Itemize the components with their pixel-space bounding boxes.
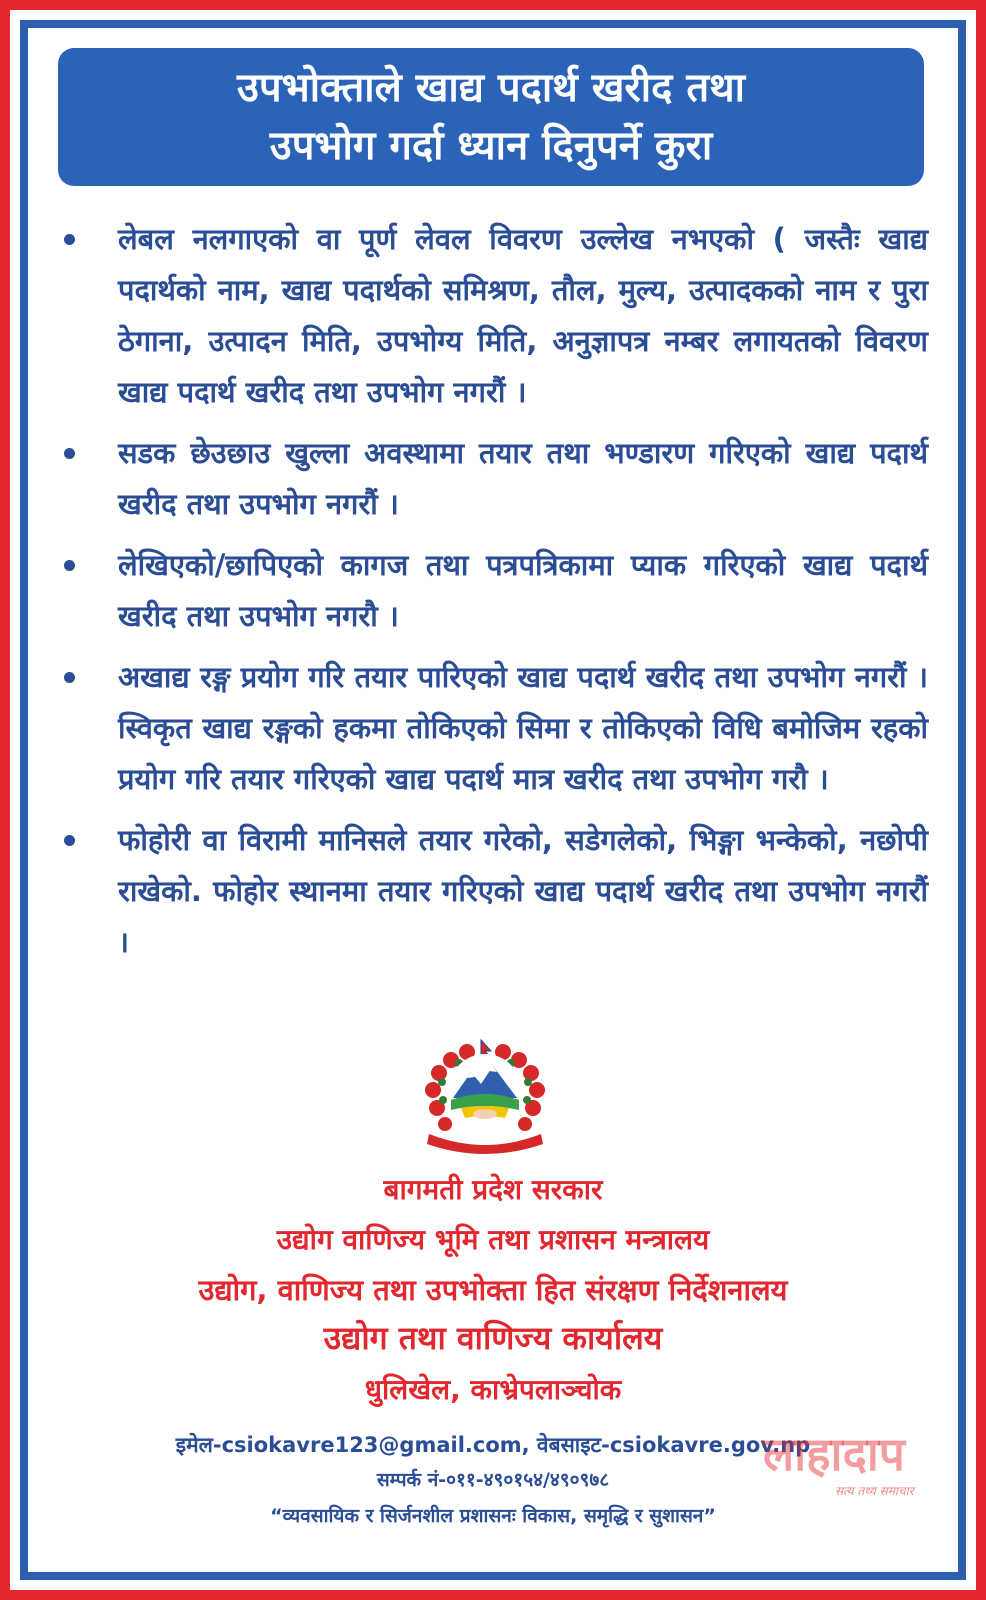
bullet-icon	[64, 560, 75, 571]
slogan: “व्यवसायिक र सिर्जनशील प्रशासनः विकास, समृद्धि र सुशासन”	[270, 1505, 716, 1527]
advice-item-text: लेबल नलगाएको वा पूर्ण लेवल विवरण उल्लेख नभएको ( जस्तैः खाद्य पदार्थको नाम, खाद्य पदार्थको समिश्रण, तौल, मुल्य, उत्पादकको नाम र पुरा ठेगाना, उत्पादन मिति, उपभोग्य मिति, अनुज्ञापत्र नम्बर लगायतको विवरण खाद्य पदार्थ खरीद तथा उपभोग नगरौं ।	[118, 222, 928, 409]
advice-item-text: लेखिएको/छापिएको कागज तथा पत्रपत्रिकामा प्याक गरिएको खाद्य पदार्थ खरीद तथा उपभोग नगरौ ।	[118, 548, 928, 633]
advice-item	[58, 652, 928, 805]
watermark-brand: लाहादाप	[763, 1427, 905, 1481]
advice-item-text: फोहोरी वा विरामी मानिसले तयार गरेको, सडेगलेको, भिङ्गा भन्केको, नछोपी राखेको. फोहोर स्थानमा तयार गरिएको खाद्य पदार्थ खरीद तथा उपभोग नगरौं ।	[118, 823, 928, 959]
org-office: उद्योग तथा वाणिज्य कार्यालय	[323, 1319, 663, 1357]
org-directorate: उद्योग, वाणिज्य तथा उपभोक्ता हित संरक्षण निर्देशनालय	[198, 1273, 788, 1307]
bullet-icon	[64, 234, 75, 245]
notice-title-line-2: उपभोग गर्दा ध्यान दिनुपर्ने कुरा	[269, 123, 713, 169]
bullet-icon	[64, 835, 75, 846]
advice-list	[58, 214, 928, 978]
bullet-icon	[64, 672, 75, 683]
contact-email-website: इमेल-csiokavre123@gmail.com, वेबसाइट-csiokavre.gov.np	[175, 1433, 811, 1457]
bullet-icon	[64, 448, 75, 459]
advice-item	[58, 214, 928, 418]
contact-phone: सम्पर्क नं-०११-४९०१५४/४९०९७८	[376, 1469, 610, 1491]
org-ministry: उद्योग वाणिज्य भूमि तथा प्रशासन मन्त्रालय	[276, 1223, 710, 1256]
notice-title-banner	[58, 48, 924, 186]
advice-item-text: अखाद्य रङ्ग प्रयोग गरि तयार पारिएको खाद्य पदार्थ खरीद तथा उपभोग नगरौं । स्विकृत खाद्य रङ्गको हकमा तोकिएको सिमा र तोकिएको विधि बमोजिम रहको प्रयोग गरि तयार गरिएको खाद्य पदार्थ मात्र खरीद तथा उपभोग गरौ ।	[118, 660, 928, 796]
advice-item	[58, 540, 928, 642]
nepal-coat-of-arms-icon	[415, 1038, 555, 1158]
notice-title-line-1: उपभोक्ताले खाद्य पदार्थ खरीद तथा	[236, 65, 746, 111]
advice-item	[58, 428, 928, 530]
advice-item	[58, 815, 928, 968]
advice-item-text: सडक छेउछाउ खुल्ला अवस्थामा तयार तथा भण्डारण गरिएको खाद्य पदार्थ खरीद तथा उपभोग नगरौं ।	[118, 436, 928, 521]
publisher-watermark	[755, 1418, 930, 1508]
org-location: धुलिखेल, काभ्रेपलाञ्चोक	[364, 1373, 622, 1406]
org-province: बागमती प्रदेश सरकार	[383, 1173, 603, 1206]
watermark-tagline: सत्य तथ्य समाचार	[835, 1484, 914, 1498]
